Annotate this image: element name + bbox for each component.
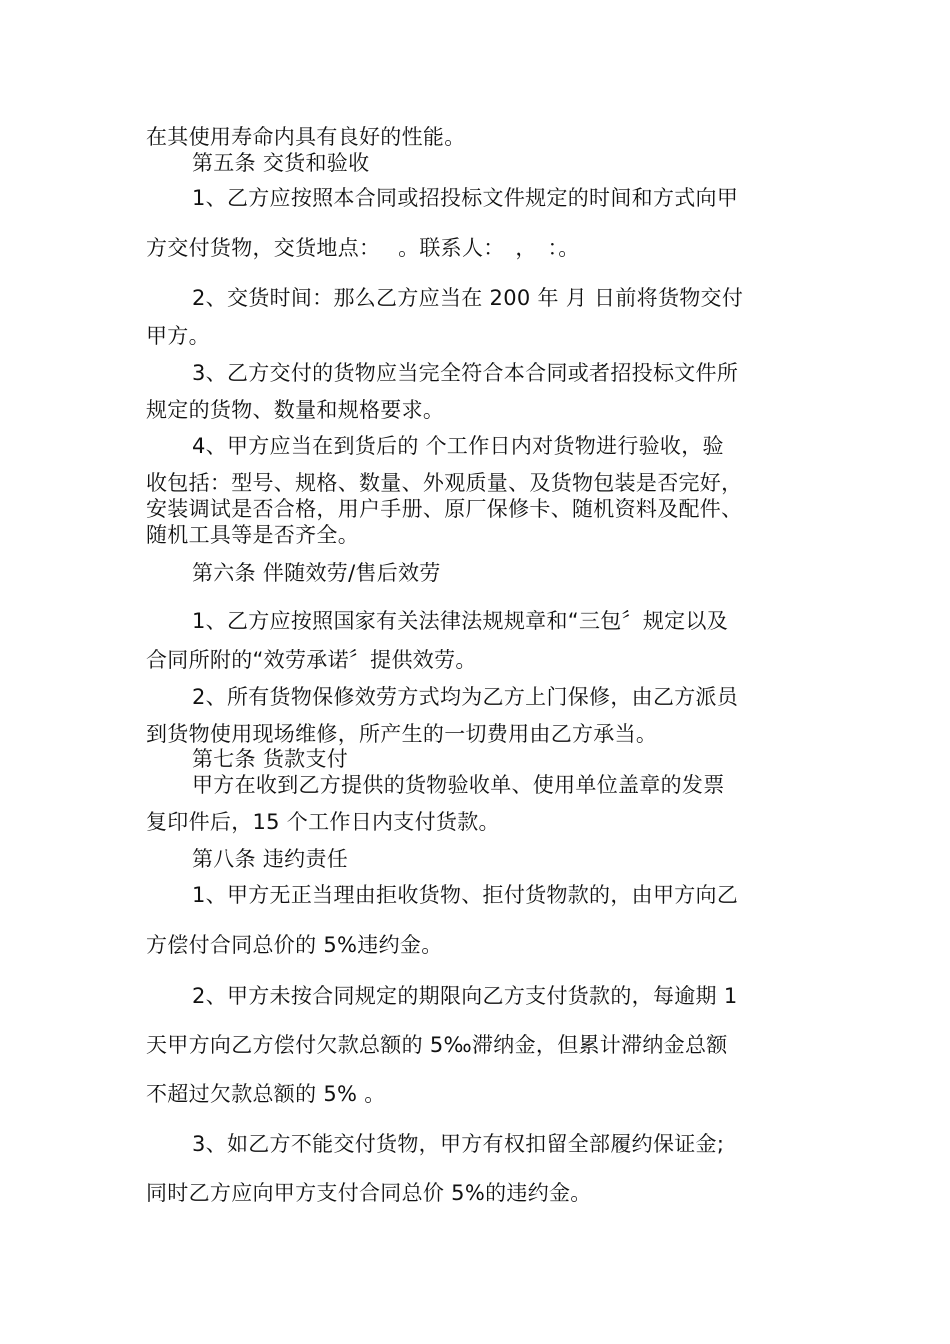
text-line: 同时乙方应向甲方支付合同总价 5%的违约金。 <box>146 1181 592 1205</box>
text-line: 2、所有货物保修效劳方式均为乙方上门保修，由乙方派员 <box>192 685 739 709</box>
text-line: 天甲方向乙方偿付欠款总额的 5‰滞纳金，但累计滞纳金总额 <box>146 1033 728 1057</box>
section-heading: 第八条 违约责任 <box>192 847 349 871</box>
text-line: 到货物使用现场维修，所产生的一切费用由乙方承当。 <box>146 722 658 746</box>
text-line: 方交付货物，交货地点： 。联系人： ， ：。 <box>146 236 580 260</box>
text-line: 1、乙方应按照国家有关法律法规规章和“三包〞规定以及 <box>192 609 729 633</box>
text-line: 规定的货物、数量和规格要求。 <box>146 398 445 422</box>
text-line: 3、如乙方不能交付货物，甲方有权扣留全部履约保证金; <box>192 1132 725 1156</box>
text-line: 甲方。 <box>146 324 210 348</box>
text-line: 1、甲方无正当理由拒收货物、拒付货物款的，由甲方向乙 <box>192 883 739 907</box>
text-line: 甲方在收到乙方提供的货物验收单、使用单位盖章的发票 <box>192 773 725 797</box>
text-line: 合同所附的“效劳承诺〞提供效劳。 <box>146 648 477 672</box>
text-line: 4、甲方应当在到货后的 个工作日内对货物进行验收，验 <box>192 434 724 458</box>
text-line: 随机工具等是否齐全。 <box>146 523 359 547</box>
text-line: 安装调试是否合格，用户手册、原厂保修卡、随机资料及配件、 <box>146 497 743 521</box>
section-heading: 第六条 伴随效劳/售后效劳 <box>192 561 441 585</box>
text-line: 3、乙方交付的货物应当完全符合本合同或者招投标文件所 <box>192 361 739 385</box>
text-line: 2、甲方未按合同规定的期限向乙方支付货款的，每逾期 1 <box>192 984 738 1008</box>
text-line: 不超过欠款总额的 5% 。 <box>146 1082 386 1106</box>
section-heading: 第七条 货款支付 <box>192 747 349 771</box>
text-line: 2、交货时间：那么乙方应当在 200 年 月 日前将货物交付 <box>192 286 744 310</box>
text-line: 在其使用寿命内具有良好的性能。 <box>146 125 466 149</box>
text-line: 收包括：型号、规格、数量、外观质量、及货物包装是否完好， <box>146 471 743 495</box>
section-heading: 第五条 交货和验收 <box>192 151 370 175</box>
text-line: 复印件后，15 个工作日内支付货款。 <box>146 810 500 834</box>
text-line: 1、乙方应按照本合同或招投标文件规定的时间和方式向甲 <box>192 186 739 210</box>
text-line: 方偿付合同总价的 5%违约金。 <box>146 933 443 957</box>
